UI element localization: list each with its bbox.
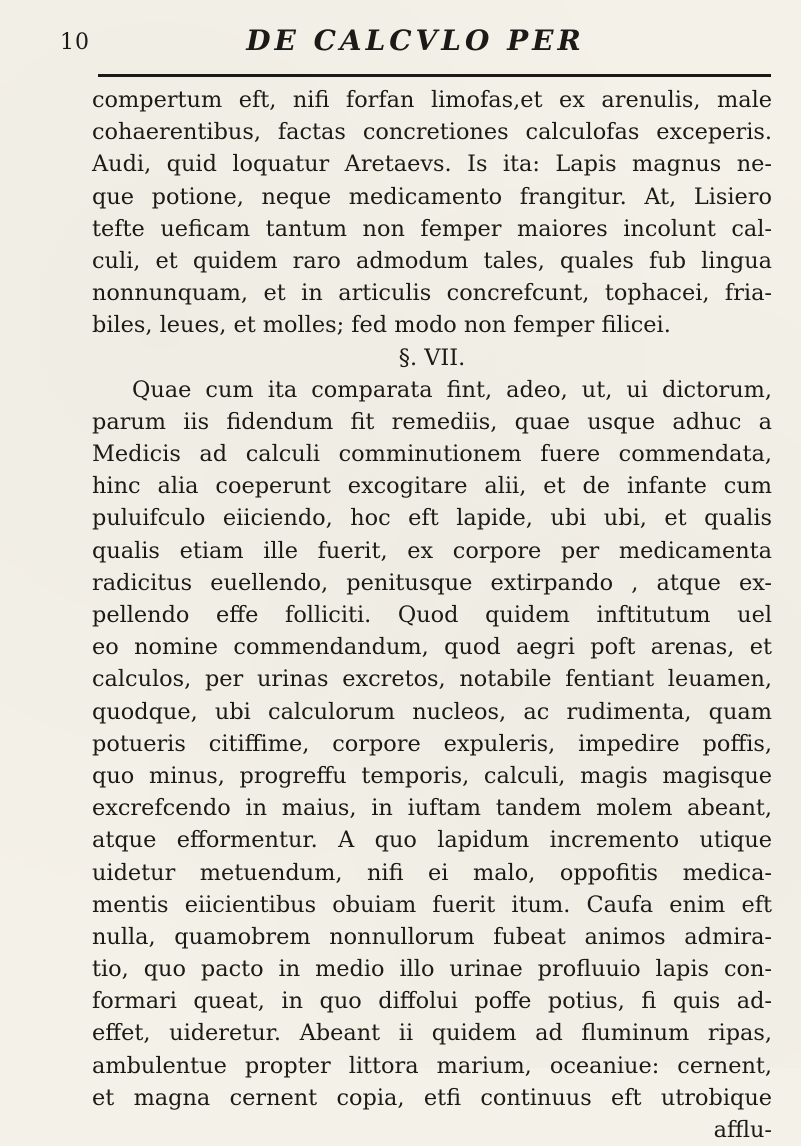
running-title: DE CALCVLO PER xyxy=(246,24,585,57)
page-number: 10 xyxy=(60,30,90,55)
text-line: Audi, quid loquatur Aretaevs. Is ita: Lapis magnus ne- xyxy=(92,151,772,178)
section-heading: §. VII. xyxy=(398,344,466,371)
header-rule xyxy=(98,74,771,77)
text-line: nulla, quamobrem nonnullorum fubeat animos admira- xyxy=(92,923,772,950)
text-line: ambulentue propter littora marium, oceaniue: cernent, xyxy=(92,1052,772,1079)
text-line: formari queat, in quo diffolui poffe potius, fi quis ad- xyxy=(92,988,772,1015)
text-line: tefte ueficam tantum non femper maiores incolunt cal- xyxy=(92,215,772,242)
text-line: effet, uideretur. Abeant ii quidem ad fluminum ripas, xyxy=(92,1020,772,1047)
text-line: atque efformentur. A quo lapidum incremento utique xyxy=(92,827,772,854)
text-line: radicitus euellendo, penitusque extirpando , atque ex- xyxy=(92,569,772,596)
text-line: tio, quo pacto in medio illo urinae profluuio lapis con- xyxy=(92,956,772,983)
text-line: pellendo effe folliciti. Quod quidem inftitutum uel xyxy=(92,602,772,628)
text-line: quo minus, progreffu temporis, calculi, magis magisque xyxy=(92,762,772,789)
text-line: parum iis fidendum fit remediis, quae usque adhuc a xyxy=(92,408,772,435)
text-line: eo nomine commendandum, quod aegri poft arenas, et xyxy=(92,634,772,661)
text-line: puluifculo eiiciendo, hoc eft lapide, ubi ubi, et qualis xyxy=(92,505,772,532)
catchword: afflu- xyxy=(713,1117,772,1143)
text-line: qualis etiam ille fuerit, ex corpore per medicamenta xyxy=(92,537,772,564)
page-header xyxy=(60,22,771,66)
text-line: et magna cernent copia, etfi continuus eft utrobique xyxy=(92,1084,772,1111)
text-line: calculos, per urinas excretos, notabile fentiant leuamen, xyxy=(92,666,772,693)
body-text xyxy=(92,84,772,1146)
text-line: biles, leues, et molles; fed modo non femper filicei. xyxy=(92,312,671,339)
text-line: excrefcendo in maius, in iuftam tandem molem abeant, xyxy=(92,795,772,822)
text-line: compertum eft, nifi forfan limofas,et ex arenulis, male xyxy=(92,87,772,113)
text-line: quodque, ubi calculorum nucleos, ac rudimenta, quam xyxy=(92,698,772,725)
text-line: mentis eiicientibus obuiam fuerit itum. Caufa enim eft xyxy=(92,891,772,918)
text-line: cohaerentibus, factas concretiones calculofas exceperis. xyxy=(92,119,772,146)
text-line: culi, et quidem raro admodum tales, quales fub lingua xyxy=(92,247,772,274)
text-line: uidetur metuendum, nifi ei malo, oppofitis medica- xyxy=(92,859,772,886)
text-line: Medicis ad calculi comminutionem fuere commendata, xyxy=(92,441,772,468)
text-line: potueris citiffime, corpore expuleris, impedire poffis, xyxy=(92,730,772,757)
text-line: que potione, neque medicamento frangitur. At, Lisiero xyxy=(92,183,772,210)
text-line: hinc alia coeperunt excogitare alii, et de infante cum xyxy=(92,473,772,500)
text-line: Quae cum ita comparata fint, adeo, ut, ui dictorum, xyxy=(132,376,772,403)
text-line: nonnunquam, et in articulis concrefcunt, tophacei, fria- xyxy=(92,280,772,307)
